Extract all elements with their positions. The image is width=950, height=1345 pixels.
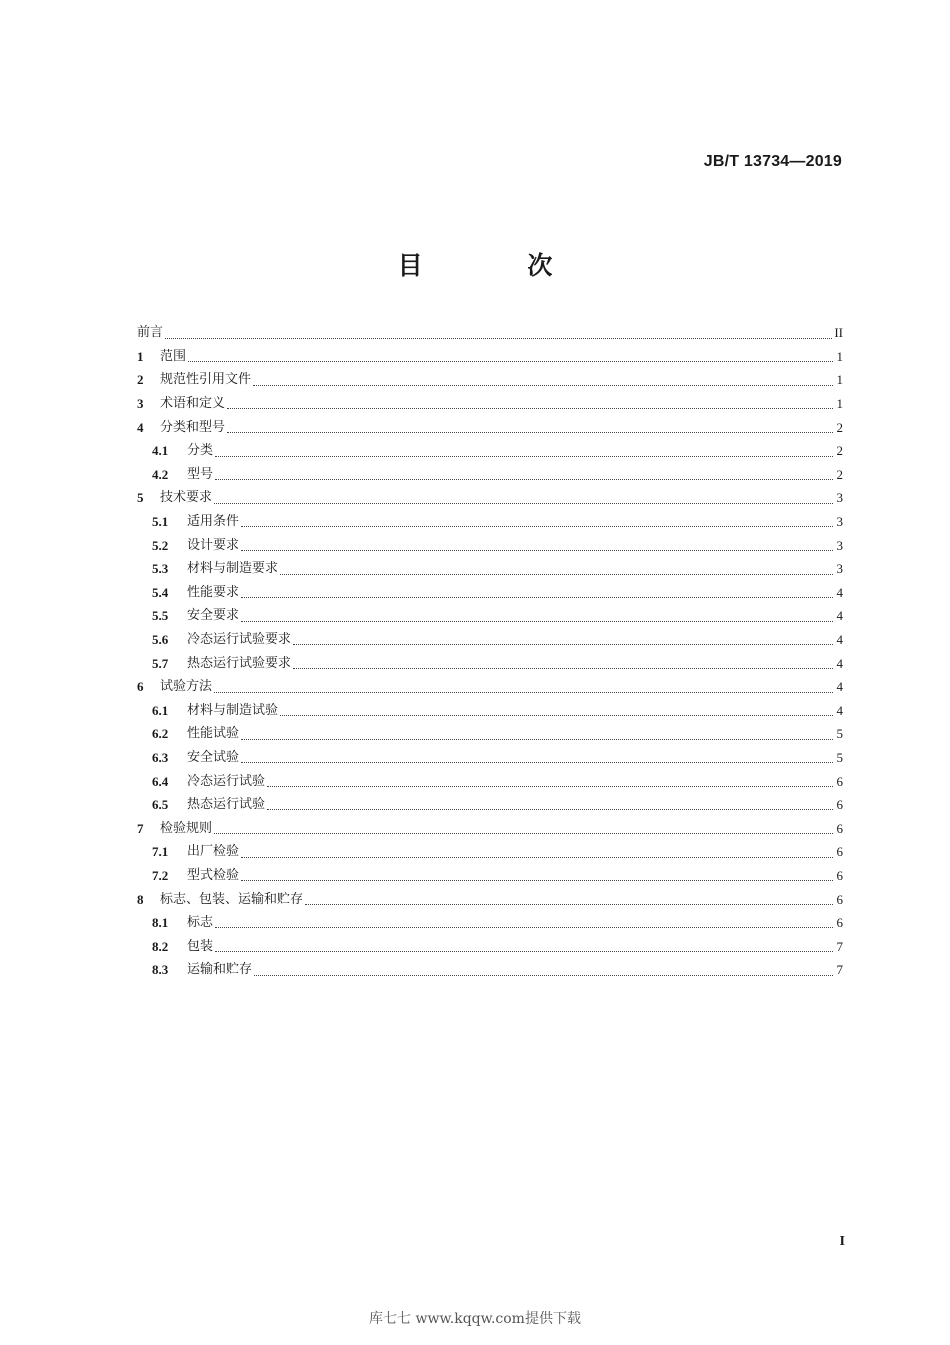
toc-entry-label: 冷态运行试验要求 <box>187 632 292 648</box>
toc-entry-page: 7 <box>836 962 843 978</box>
toc-dot-leader <box>267 777 833 787</box>
toc-entry-page: 6 <box>836 797 843 813</box>
toc-entry-page: 2 <box>836 466 843 482</box>
toc-entry-number: 4.1 <box>152 443 169 459</box>
toc-entry[interactable] <box>137 769 843 793</box>
toc-entry-page: 3 <box>836 561 843 577</box>
toc-entry-number: 5 <box>137 490 144 506</box>
toc-entry-label: 性能要求 <box>187 584 240 600</box>
toc-entry-number: 7.2 <box>152 867 169 883</box>
toc-entry[interactable] <box>137 581 843 605</box>
toc-entry[interactable] <box>137 934 843 958</box>
toc-entry-label: 型式检验 <box>187 867 240 883</box>
toc-entry-number: 5.3 <box>152 561 169 577</box>
toc-entry[interactable] <box>137 864 843 888</box>
toc-entry-number: 6.5 <box>152 797 169 813</box>
toc-entry-label: 材料与制造要求 <box>187 561 279 577</box>
toc-entry-number: 4 <box>137 419 144 435</box>
toc-entry-page: 5 <box>836 749 843 765</box>
toc-entry[interactable] <box>137 486 843 510</box>
toc-entry[interactable] <box>137 793 843 817</box>
toc-dot-leader <box>253 376 833 386</box>
table-of-contents <box>137 321 843 982</box>
toc-entry-number: 2 <box>137 372 144 388</box>
toc-entry-label: 适用条件 <box>187 514 240 530</box>
toc-entry-label: 性能试验 <box>187 726 240 742</box>
toc-entry-page: 6 <box>836 915 843 931</box>
toc-entry[interactable] <box>137 463 843 487</box>
toc-entry-label: 标志 <box>187 915 214 931</box>
toc-dot-leader <box>293 659 833 669</box>
standard-code: JB/T 13734—2019 <box>703 153 842 170</box>
toc-entry-number: 5.2 <box>152 537 169 553</box>
toc-dot-leader <box>214 824 833 834</box>
toc-entry[interactable] <box>137 321 843 345</box>
toc-entry[interactable] <box>137 699 843 723</box>
toc-entry-number: 1 <box>137 348 144 364</box>
page-number: I <box>839 1234 845 1249</box>
toc-entry-page: 6 <box>836 844 843 860</box>
toc-entry-number: 7 <box>137 820 144 836</box>
toc-entry-page: 1 <box>836 396 843 412</box>
toc-entry[interactable] <box>137 911 843 935</box>
toc-entry-label: 术语和定义 <box>160 396 226 412</box>
toc-dot-leader <box>214 683 833 693</box>
toc-entry-label: 出厂检验 <box>187 844 240 860</box>
toc-entry-page: 4 <box>836 608 843 624</box>
toc-entry[interactable] <box>137 628 843 652</box>
toc-entry-number: 5.4 <box>152 584 169 600</box>
toc-entry[interactable] <box>137 958 843 982</box>
toc-dot-leader <box>241 753 833 763</box>
toc-entry-page: 6 <box>836 820 843 836</box>
toc-entry-page: 3 <box>836 490 843 506</box>
toc-dot-leader <box>241 848 833 858</box>
toc-entry-label: 分类 <box>187 443 214 459</box>
toc-entry[interactable] <box>137 415 843 439</box>
toc-entry-label: 冷态运行试验 <box>187 773 266 789</box>
toc-dot-leader <box>241 517 833 527</box>
toc-dot-leader <box>188 352 833 362</box>
toc-entry-page: 3 <box>836 537 843 553</box>
toc-entry[interactable] <box>137 651 843 675</box>
toc-entry-page: 4 <box>836 679 843 695</box>
toc-entry-label: 热态运行试验要求 <box>187 655 292 671</box>
toc-entry-number: 5.5 <box>152 608 169 624</box>
toc-dot-leader <box>215 942 833 952</box>
toc-entry-number: 5.1 <box>152 514 169 530</box>
toc-entry-number: 5.7 <box>152 655 169 671</box>
toc-entry-label: 安全试验 <box>187 749 240 765</box>
toc-entry-number: 6 <box>137 679 144 695</box>
toc-entry-number: 6.4 <box>152 773 169 789</box>
toc-entry-label: 安全要求 <box>187 608 240 624</box>
toc-entry-label: 规范性引用文件 <box>160 372 252 388</box>
toc-entry-page: 3 <box>836 514 843 530</box>
toc-entry[interactable] <box>137 557 843 581</box>
toc-entry-label: 分类和型号 <box>160 419 226 435</box>
toc-entry-number: 3 <box>137 396 144 412</box>
toc-entry-label: 包装 <box>187 938 214 954</box>
toc-dot-leader <box>267 800 833 810</box>
toc-dot-leader <box>215 470 833 480</box>
toc-entry-page: 4 <box>836 702 843 718</box>
toc-entry[interactable] <box>137 816 843 840</box>
toc-dot-leader <box>293 635 833 645</box>
toc-dot-leader <box>241 541 833 551</box>
toc-entry[interactable] <box>137 368 843 392</box>
toc-entry[interactable] <box>137 722 843 746</box>
toc-dot-leader <box>280 706 833 716</box>
toc-entry-label: 检验规则 <box>160 820 213 836</box>
toc-dot-leader <box>241 612 833 622</box>
toc-entry-page: 7 <box>836 938 843 954</box>
toc-entry-page: 1 <box>836 348 843 364</box>
toc-dot-leader <box>241 730 833 740</box>
toc-dot-leader <box>241 588 833 598</box>
toc-entry[interactable] <box>137 887 843 911</box>
toc-entry-page: 4 <box>836 632 843 648</box>
toc-entry-page: 2 <box>836 443 843 459</box>
toc-entry[interactable] <box>137 439 843 463</box>
toc-entry-label: 范围 <box>160 348 187 364</box>
toc-entry-number: 6.2 <box>152 726 169 742</box>
toc-entry-label: 热态运行试验 <box>187 797 266 813</box>
toc-entry-page: 6 <box>836 773 843 789</box>
toc-entry-number: 6.1 <box>152 702 169 718</box>
toc-entry-number: 4.2 <box>152 466 169 482</box>
toc-dot-leader <box>254 966 833 976</box>
toc-entry[interactable] <box>137 533 843 557</box>
toc-title: 目 次 <box>397 251 601 280</box>
download-source-note: 库七七 www.kqqw.com提供下载 <box>369 1311 581 1327</box>
toc-dot-leader <box>305 895 833 905</box>
toc-entry-label: 技术要求 <box>160 490 213 506</box>
toc-dot-leader <box>280 565 833 575</box>
toc-dot-leader <box>227 423 833 433</box>
toc-entry-label: 材料与制造试验 <box>187 702 279 718</box>
toc-dot-leader <box>241 871 833 881</box>
toc-entry-page: 5 <box>836 726 843 742</box>
toc-entry-page: 6 <box>836 891 843 907</box>
toc-entry-number: 8 <box>137 891 144 907</box>
toc-dot-leader <box>215 918 833 928</box>
toc-entry-page: 2 <box>836 419 843 435</box>
toc-entry[interactable] <box>137 392 843 416</box>
toc-entry-page: 4 <box>836 655 843 671</box>
toc-entry[interactable] <box>137 675 843 699</box>
toc-entry-page: 4 <box>836 584 843 600</box>
toc-dot-leader <box>165 329 832 339</box>
toc-entry-number: 8.2 <box>152 938 169 954</box>
toc-entry[interactable] <box>137 746 843 770</box>
toc-dot-leader <box>227 399 833 409</box>
toc-entry-number: 8.1 <box>152 915 169 931</box>
toc-entry-number: 7.1 <box>152 844 169 860</box>
toc-entry-page: 1 <box>836 372 843 388</box>
toc-entry-label: 型号 <box>187 466 214 482</box>
toc-entry-label: 标志、包装、运输和贮存 <box>160 891 304 907</box>
toc-entry-label: 设计要求 <box>187 537 240 553</box>
toc-dot-leader <box>215 447 833 457</box>
toc-entry[interactable] <box>137 840 843 864</box>
toc-entry[interactable] <box>137 345 843 369</box>
toc-entry-number: 5.6 <box>152 632 169 648</box>
toc-entry[interactable] <box>137 510 843 534</box>
toc-entry-page: II <box>834 325 843 341</box>
toc-entry-number: 6.3 <box>152 749 169 765</box>
toc-entry-label: 前言 <box>137 325 164 341</box>
toc-entry-label: 运输和贮存 <box>187 962 253 978</box>
toc-entry-number: 8.3 <box>152 962 169 978</box>
toc-entry-page: 6 <box>836 867 843 883</box>
toc-dot-leader <box>214 494 833 504</box>
toc-entry[interactable] <box>137 604 843 628</box>
toc-entry-label: 试验方法 <box>160 679 213 695</box>
